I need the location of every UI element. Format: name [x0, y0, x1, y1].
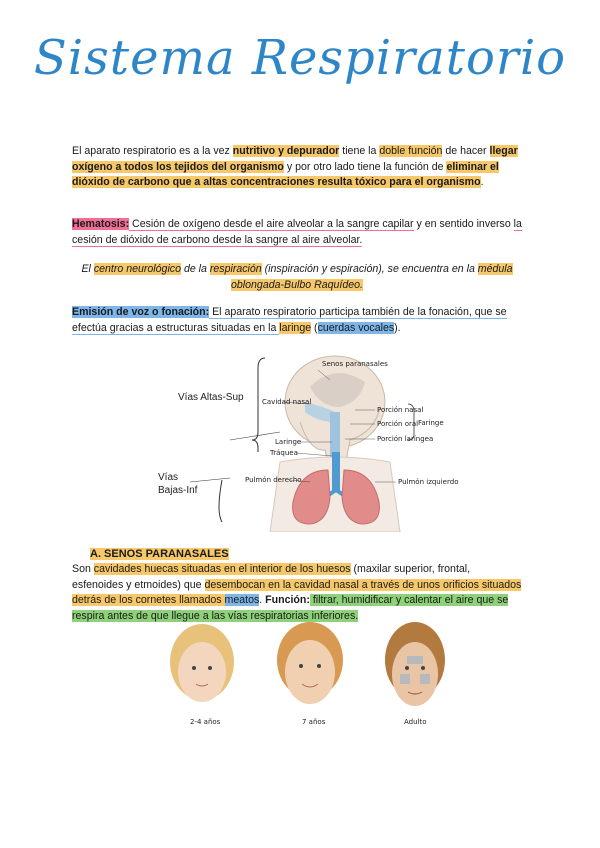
label-vias-bajas-2: Bajas-Inf	[158, 485, 198, 496]
intro-text: de hacer	[442, 145, 490, 157]
highlight-oxigeno: llegar oxígeno a todos los tejidos del organismo	[72, 145, 518, 173]
label-cavidad: Cavidad nasal	[262, 398, 312, 406]
intro-text: y por otro lado tiene la función de	[283, 160, 447, 173]
senos-text: .	[259, 594, 266, 606]
neuro-text: (inspiración y espiración), se encuentra en la	[261, 263, 478, 275]
voz-text: (	[311, 321, 318, 334]
highlight-cavidades: cavidades huecas situadas en el interior de los huesos	[93, 563, 351, 575]
highlight-laringe: laringe	[279, 321, 312, 334]
label-vias-altas: Vías Altas-Sup	[178, 392, 244, 403]
label-pulmon-izq: Pulmón izquierdo	[398, 478, 459, 486]
heading-text: A. SENOS PARANASALES	[90, 548, 229, 560]
section-heading-senos	[90, 548, 229, 560]
label-face-2: 7 años	[302, 718, 326, 726]
highlight-nutritivo: nutritivo y depurador	[232, 145, 340, 157]
hematosis-text: y en sentido inverso	[413, 218, 514, 230]
senos-paragraph	[72, 562, 522, 624]
label-faringe: Faringe	[418, 419, 444, 427]
highlight-funcion: filtrar, humidificar y calentar el aire que se respira antes de que llegue a las vías respiratorias inferiores.	[72, 594, 509, 622]
page-title: Sistema Respiratorio	[33, 30, 567, 86]
highlight-meatos: meatos	[224, 594, 260, 606]
intro-text: El aparato respiratorio es a la vez	[72, 145, 233, 157]
funcion-label: Función:	[265, 594, 310, 606]
intro-paragraph	[72, 144, 522, 191]
hematosis-label: Hematosis:	[72, 218, 130, 230]
hematosis-paragraph	[72, 217, 522, 248]
intro-text: tiene la	[339, 145, 380, 157]
label-porcion-laringea: Porción laríngea	[377, 435, 434, 443]
label-senos: Senos paranasales	[322, 360, 388, 368]
label-face-1: 2-4 años	[190, 718, 221, 726]
hematosis-text: Cesión de oxígeno desde el aire alveolar a la sangre capilar	[129, 218, 414, 230]
label-vias-bajas-1: Vías	[158, 472, 179, 483]
highlight-medula: médula oblongada-Bulbo Raquídeo.	[231, 263, 513, 291]
voz-label: Emisión de voz o fonación:	[72, 306, 210, 318]
highlight-doble-funcion: doble función	[379, 145, 443, 157]
neuro-text: El	[81, 263, 94, 275]
label-porcion-oral: Porción oral	[377, 420, 419, 428]
voz-text: ).	[394, 321, 401, 334]
intro-text: .	[480, 176, 484, 188]
label-traquea: Tráquea	[270, 449, 298, 457]
highlight-desembocan: desembocan en la cavidad nasal a través de unos orificios situados detrás de los cornetes llamados	[72, 578, 522, 606]
senos-text: Son	[72, 563, 94, 575]
highlight-respiracion: respiración	[209, 263, 262, 275]
neuro-text: de la	[181, 263, 210, 275]
neuro-paragraph	[72, 262, 522, 293]
label-porcion-nasal: Porción nasal	[377, 406, 424, 414]
hematosis-text: la cesión de dióxido de carbono desde la sangre al aire alveolar.	[72, 218, 522, 246]
highlight-cuerdas: cuerdas vocales	[317, 321, 395, 334]
faces-illustration	[160, 620, 460, 730]
label-laringe: Laringe	[275, 438, 302, 446]
label-pulmon-der: Pulmón derecho	[245, 476, 302, 484]
label-face-3: Adulto	[404, 718, 427, 726]
highlight-dioxido: eliminar el dióxido de carbono que a altas concentraciones resulta tóxico para el organismo	[72, 160, 499, 188]
voz-text: El aparato respiratorio participa también de la fonación, que se efectúa gracias a estructuras situadas en la	[72, 306, 507, 334]
respiratory-diagram	[150, 352, 470, 532]
voz-paragraph	[72, 305, 522, 336]
highlight-centro: centro neurológico	[93, 263, 181, 275]
senos-text: (maxilar superior, frontal, esfenoides y etmoides) que	[72, 563, 471, 591]
